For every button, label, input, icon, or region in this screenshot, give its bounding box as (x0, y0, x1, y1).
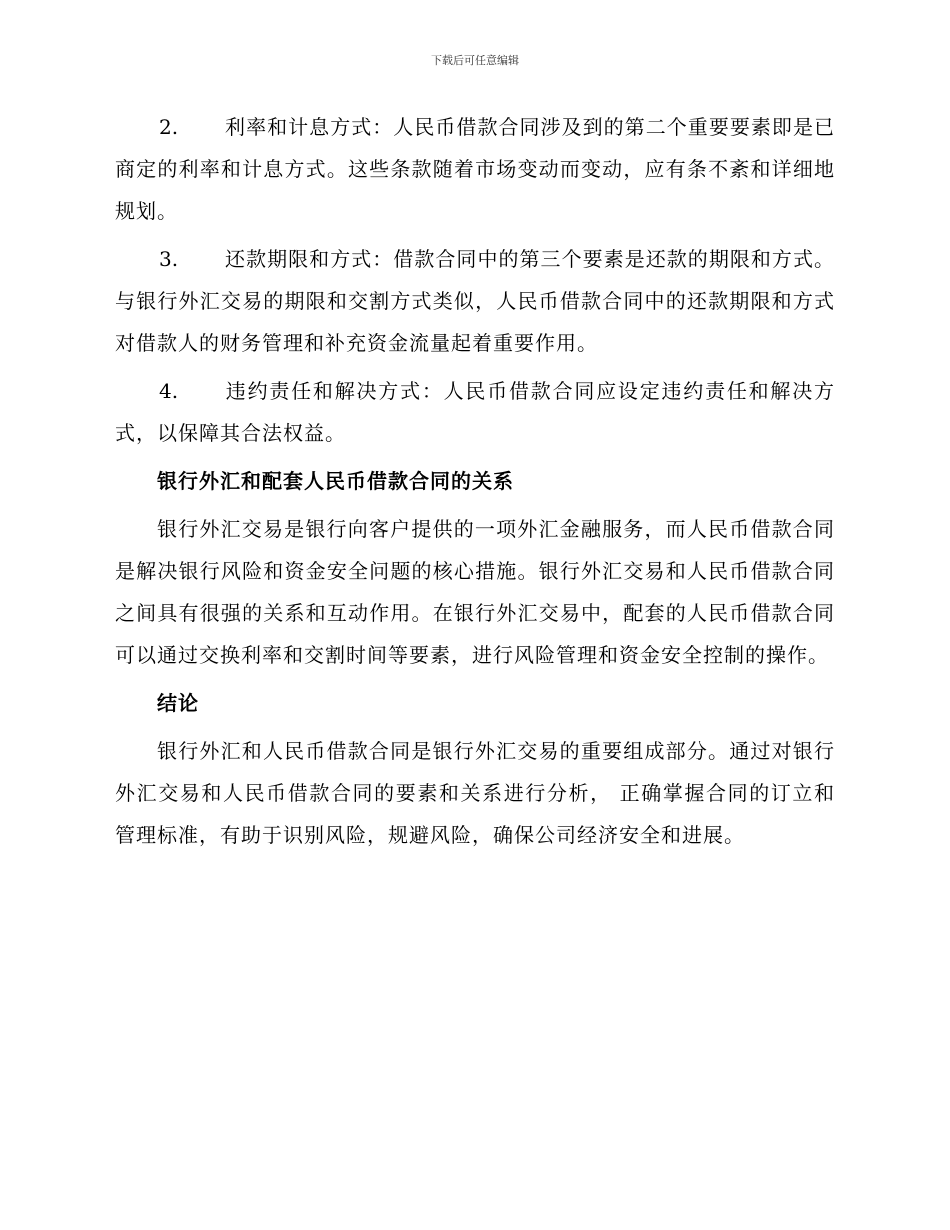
section-heading-conclusion: 结论 (157, 691, 199, 715)
document-body (115, 106, 835, 862)
list-item-text: 违约责任和解决方式：人民币借款合同应设定违约责任和解决方式，以保障其合法权益。 (115, 379, 835, 445)
list-item-text: 利率和计息方式：人民币借款合同涉及到的第二个重要要素即是已商定的利率和计息方式。这些条款随着市场变动而变动，应有条不紊和详细地规划。 (115, 115, 835, 223)
list-item-text: 还款期限和方式：借款合同中的第三个要素是还款的期限和方式。与银行外汇交易的期限和交割方式类似，人民币借款合同中的还款期限和方式对借款人的财务管理和补充资金流量起着重要作用。 (115, 247, 835, 355)
header-note: 下载后可任意编辑 (431, 54, 519, 67)
section-body-conclusion: 银行外汇和人民币借款合同是银行外汇交易的重要组成部分。通过对银行外汇交易和人民币借款合同的要素和关系进行分析， 正确掌握合同的订立和管理标准，有助于识别风险，规避风险，确保公司经济安全和进展。 (115, 739, 835, 847)
list-item-number: 2. (159, 115, 179, 139)
list-item (115, 106, 835, 232)
list-item (115, 370, 835, 454)
section-heading-relation: 银行外汇和配套人民币借款合同的关系 (157, 469, 514, 493)
list-item-number: 4. (159, 379, 179, 403)
list-item-number: 3. (159, 247, 179, 271)
section-body-relation: 银行外汇交易是银行向客户提供的一项外汇金融服务，而人民币借款合同是解决银行风险和资金安全问题的核心措施。银行外汇交易和人民币借款合同之间具有很强的关系和互动作用。在银行外汇交易中，配套的人民币借款合同可以通过交换利率和交割时间等要素，进行风险管理和资金安全控制的操作。 (115, 517, 835, 667)
list-item (115, 238, 835, 364)
